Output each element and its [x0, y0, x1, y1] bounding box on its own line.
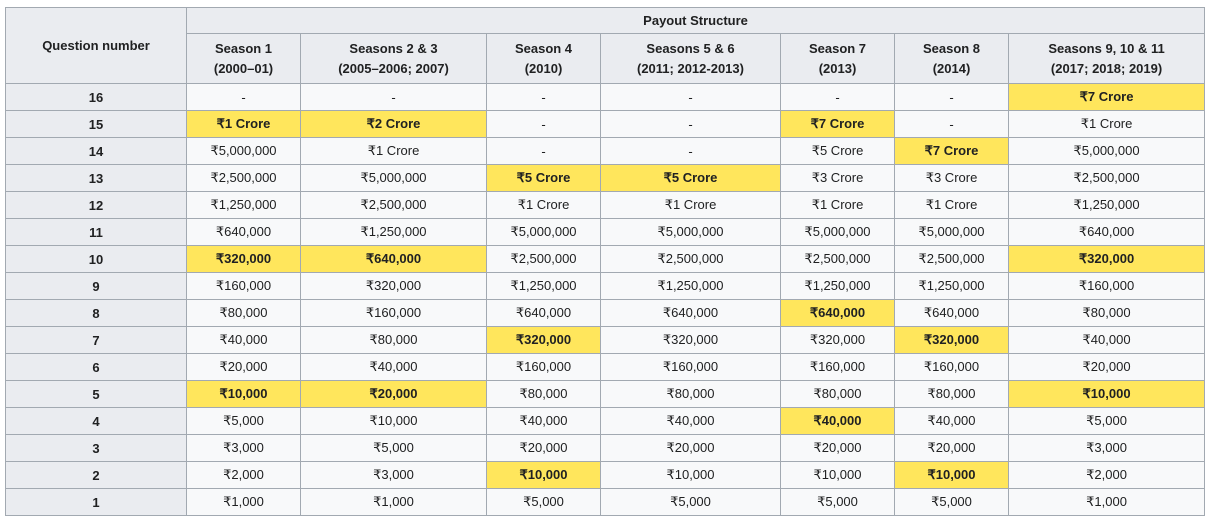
season-years: (2017; 2018; 2019)	[1050, 60, 1163, 76]
season-column-header	[781, 34, 895, 84]
payout-cell: ₹5,000	[1009, 408, 1205, 435]
question-number: 13	[6, 165, 187, 192]
payout-cell: ₹160,000	[601, 354, 781, 381]
payout-cell: -	[487, 111, 601, 138]
payout-cell: ₹5,000	[895, 489, 1009, 516]
question-number: 6	[6, 354, 187, 381]
question-number: 11	[6, 219, 187, 246]
milestone-payout-cell: ₹640,000	[301, 246, 487, 273]
payout-cell: ₹320,000	[301, 273, 487, 300]
table-row	[6, 138, 1205, 165]
season-years: (2013)	[818, 60, 857, 76]
payout-cell: ₹5,000	[301, 435, 487, 462]
payout-cell: ₹640,000	[1009, 219, 1205, 246]
table-row	[6, 165, 1205, 192]
payout-cell: ₹320,000	[781, 327, 895, 354]
payout-cell: ₹1,250,000	[895, 273, 1009, 300]
milestone-payout-cell: ₹40,000	[781, 408, 895, 435]
payout-cell: -	[895, 111, 1009, 138]
payout-cell: ₹80,000	[301, 327, 487, 354]
season-name: Season 4	[514, 40, 573, 56]
payout-cell: ₹1 Crore	[301, 138, 487, 165]
season-name: Season 1	[214, 40, 273, 56]
payout-cell: ₹20,000	[895, 435, 1009, 462]
payout-cell: ₹5,000,000	[601, 219, 781, 246]
table-row	[6, 111, 1205, 138]
payout-cell: ₹1,250,000	[601, 273, 781, 300]
payout-cell: ₹80,000	[895, 381, 1009, 408]
payout-cell: ₹160,000	[301, 300, 487, 327]
season-column-header	[1009, 34, 1205, 84]
season-years: (2000–01)	[213, 60, 274, 76]
season-name: Seasons 9, 10 & 11	[1048, 40, 1165, 56]
payout-cell: ₹5,000,000	[1009, 138, 1205, 165]
payout-cell: ₹20,000	[487, 435, 601, 462]
payout-cell: ₹320,000	[601, 327, 781, 354]
payout-cell: -	[895, 84, 1009, 111]
season-name: Seasons 2 & 3	[349, 40, 438, 56]
question-number: 4	[6, 408, 187, 435]
milestone-payout-cell: ₹320,000	[895, 327, 1009, 354]
question-number: 5	[6, 381, 187, 408]
milestone-payout-cell: ₹5 Crore	[601, 165, 781, 192]
milestone-payout-cell: ₹20,000	[301, 381, 487, 408]
milestone-payout-cell: ₹320,000	[1009, 246, 1205, 273]
milestone-payout-cell: ₹640,000	[781, 300, 895, 327]
question-number: 16	[6, 84, 187, 111]
payout-cell: -	[781, 84, 895, 111]
table-row	[6, 84, 1205, 111]
payout-cell: ₹640,000	[601, 300, 781, 327]
payout-cell: ₹5,000,000	[187, 138, 301, 165]
payout-cell: ₹3,000	[187, 435, 301, 462]
table-row	[6, 219, 1205, 246]
season-column-header	[487, 34, 601, 84]
season-years: (2010)	[524, 60, 563, 76]
payout-cell: ₹1,000	[1009, 489, 1205, 516]
table-row	[6, 192, 1205, 219]
question-number: 15	[6, 111, 187, 138]
payout-cell: ₹40,000	[301, 354, 487, 381]
payout-cell: ₹10,000	[601, 462, 781, 489]
payout-cell: ₹5,000,000	[301, 165, 487, 192]
payout-cell: ₹5,000,000	[895, 219, 1009, 246]
payout-cell: ₹160,000	[1009, 273, 1205, 300]
payout-cell: ₹160,000	[487, 354, 601, 381]
milestone-payout-cell: ₹5 Crore	[487, 165, 601, 192]
payout-cell: ₹80,000	[187, 300, 301, 327]
milestone-payout-cell: ₹10,000	[1009, 381, 1205, 408]
payout-cell: ₹5,000,000	[781, 219, 895, 246]
payout-cell: ₹80,000	[487, 381, 601, 408]
table-row	[6, 354, 1205, 381]
payout-cell: ₹2,500,000	[187, 165, 301, 192]
payout-cell: ₹1,250,000	[301, 219, 487, 246]
season-years: (2005–2006; 2007)	[338, 60, 449, 76]
season-column-header	[601, 34, 781, 84]
payout-cell: ₹640,000	[895, 300, 1009, 327]
table-row	[6, 462, 1205, 489]
question-number: 9	[6, 273, 187, 300]
payout-cell: ₹5,000	[187, 408, 301, 435]
question-number-header: Question number	[6, 8, 187, 84]
milestone-payout-cell: ₹7 Crore	[895, 138, 1009, 165]
payout-cell: ₹1,000	[187, 489, 301, 516]
payout-table	[5, 7, 1205, 516]
season-column-header	[301, 34, 487, 84]
payout-cell: ₹20,000	[1009, 354, 1205, 381]
payout-cell: ₹2,500,000	[895, 246, 1009, 273]
season-name: Season 7	[808, 40, 867, 56]
payout-cell: ₹2,500,000	[487, 246, 601, 273]
payout-cell: ₹80,000	[601, 381, 781, 408]
table-row	[6, 381, 1205, 408]
payout-cell: ₹640,000	[487, 300, 601, 327]
payout-cell: ₹1 Crore	[1009, 111, 1205, 138]
payout-cell: ₹3 Crore	[895, 165, 1009, 192]
season-years: (2011; 2012-2013)	[637, 60, 744, 76]
milestone-payout-cell: ₹320,000	[187, 246, 301, 273]
payout-cell: ₹20,000	[187, 354, 301, 381]
payout-cell: -	[487, 84, 601, 111]
milestone-payout-cell: ₹10,000	[895, 462, 1009, 489]
payout-cell: ₹1,250,000	[781, 273, 895, 300]
payout-cell: ₹20,000	[781, 435, 895, 462]
payout-cell: ₹1,000	[301, 489, 487, 516]
season-column-header	[187, 34, 301, 84]
payout-cell: ₹2,500,000	[1009, 165, 1205, 192]
question-number: 2	[6, 462, 187, 489]
question-number: 1	[6, 489, 187, 516]
payout-cell: ₹1,250,000	[187, 192, 301, 219]
milestone-payout-cell: ₹1 Crore	[187, 111, 301, 138]
payout-cell: ₹40,000	[187, 327, 301, 354]
table-row	[6, 408, 1205, 435]
payout-cell: ₹3 Crore	[781, 165, 895, 192]
payout-cell: ₹1,250,000	[487, 273, 601, 300]
milestone-payout-cell: ₹7 Crore	[781, 111, 895, 138]
payout-cell: ₹80,000	[1009, 300, 1205, 327]
season-column-header	[895, 34, 1009, 84]
payout-cell: ₹40,000	[601, 408, 781, 435]
payout-cell: ₹1 Crore	[487, 192, 601, 219]
payout-cell: ₹2,000	[1009, 462, 1205, 489]
payout-cell: ₹2,500,000	[781, 246, 895, 273]
table-row	[6, 435, 1205, 462]
question-number: 8	[6, 300, 187, 327]
payout-cell: ₹20,000	[601, 435, 781, 462]
payout-cell: -	[601, 111, 781, 138]
table-row	[6, 246, 1205, 273]
payout-cell: -	[187, 84, 301, 111]
question-number: 3	[6, 435, 187, 462]
question-number: 14	[6, 138, 187, 165]
payout-cell: ₹5,000	[487, 489, 601, 516]
payout-cell: ₹1 Crore	[781, 192, 895, 219]
payout-cell: ₹40,000	[895, 408, 1009, 435]
payout-cell: ₹1,250,000	[1009, 192, 1205, 219]
payout-cell: ₹5 Crore	[781, 138, 895, 165]
question-number: 10	[6, 246, 187, 273]
question-number: 12	[6, 192, 187, 219]
season-years: (2014)	[932, 60, 971, 76]
payout-cell: ₹40,000	[487, 408, 601, 435]
question-number: 7	[6, 327, 187, 354]
payout-cell: ₹3,000	[301, 462, 487, 489]
payout-cell: ₹3,000	[1009, 435, 1205, 462]
milestone-payout-cell: ₹10,000	[487, 462, 601, 489]
payout-cell: -	[301, 84, 487, 111]
payout-structure-header: Payout Structure	[187, 8, 1205, 34]
payout-cell: ₹160,000	[781, 354, 895, 381]
payout-cell: ₹2,000	[187, 462, 301, 489]
payout-cell: ₹1 Crore	[895, 192, 1009, 219]
payout-cell: ₹80,000	[781, 381, 895, 408]
season-name: Seasons 5 & 6	[646, 40, 735, 56]
payout-cell: ₹160,000	[895, 354, 1009, 381]
payout-cell: ₹5,000	[601, 489, 781, 516]
season-name: Season 8	[922, 40, 981, 56]
payout-cell: ₹2,500,000	[601, 246, 781, 273]
payout-cell: ₹10,000	[781, 462, 895, 489]
payout-cell: ₹10,000	[301, 408, 487, 435]
milestone-payout-cell: ₹320,000	[487, 327, 601, 354]
milestone-payout-cell: ₹10,000	[187, 381, 301, 408]
payout-cell: ₹1 Crore	[601, 192, 781, 219]
table-row	[6, 489, 1205, 516]
payout-cell: ₹2,500,000	[301, 192, 487, 219]
table-row	[6, 300, 1205, 327]
payout-cell: ₹40,000	[1009, 327, 1205, 354]
table-row	[6, 327, 1205, 354]
payout-cell: ₹5,000	[781, 489, 895, 516]
milestone-payout-cell: ₹2 Crore	[301, 111, 487, 138]
milestone-payout-cell: ₹7 Crore	[1009, 84, 1205, 111]
payout-cell: -	[601, 84, 781, 111]
payout-cell: -	[601, 138, 781, 165]
payout-cell: -	[487, 138, 601, 165]
payout-cell: ₹160,000	[187, 273, 301, 300]
payout-cell: ₹5,000,000	[487, 219, 601, 246]
table-row	[6, 273, 1205, 300]
payout-cell: ₹640,000	[187, 219, 301, 246]
